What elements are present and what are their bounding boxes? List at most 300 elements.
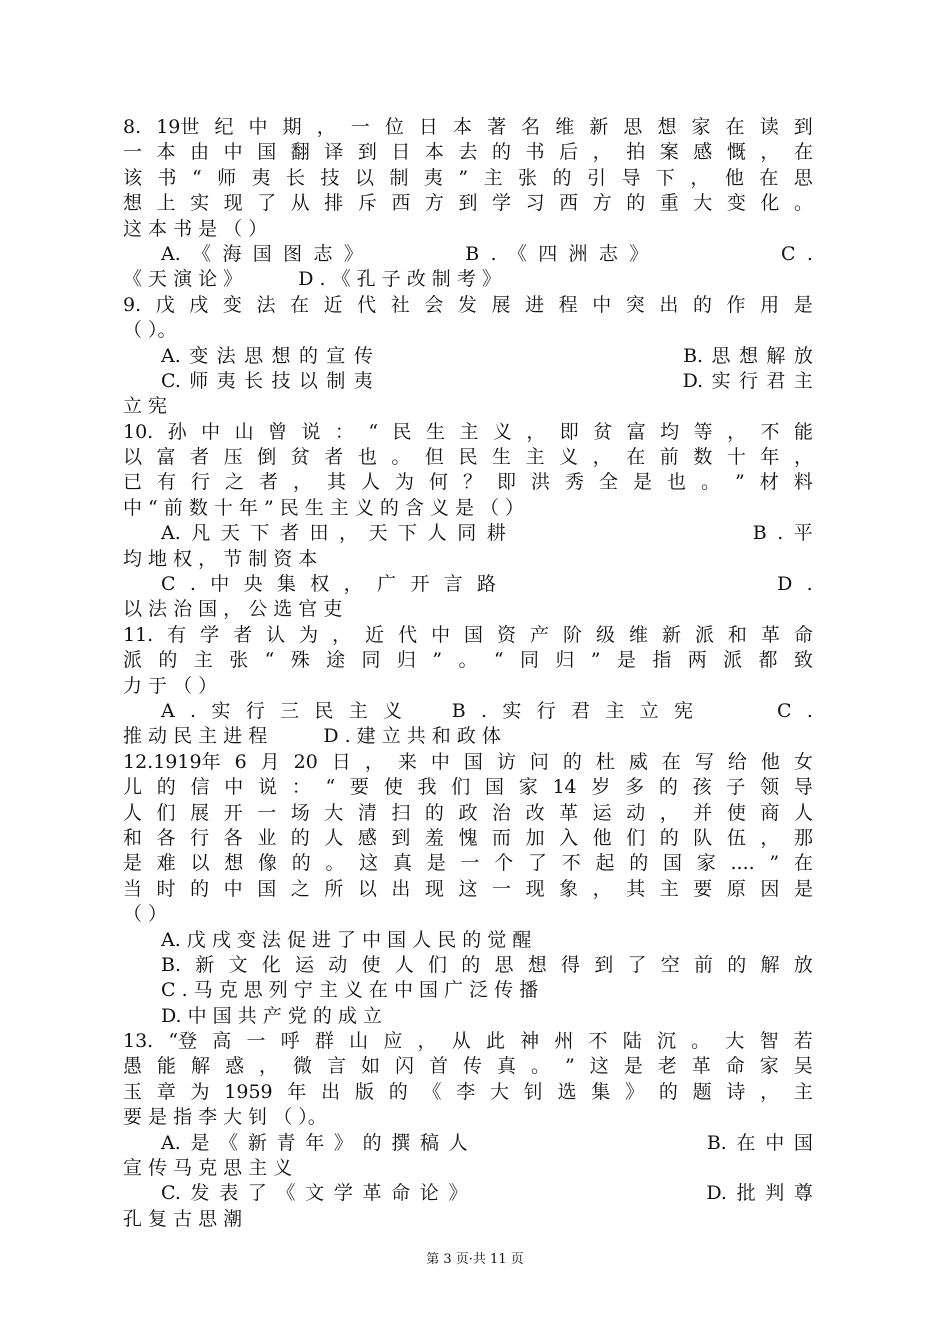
text-token: 之 (225, 471, 245, 494)
text-token: 以 (190, 852, 210, 875)
text-token: 主 (793, 369, 813, 392)
text-token: 文 (228, 953, 248, 976)
text-token: 名 (521, 116, 541, 138)
text-token: 日 (391, 141, 411, 164)
text-token: 使 (383, 776, 403, 799)
text-token: 的 (562, 750, 582, 773)
text-token: D. (706, 1182, 727, 1205)
text-token (546, 521, 565, 546)
text-token: 是 (190, 1131, 210, 1154)
text-token: 中 (223, 141, 243, 164)
text-token: 是 (793, 293, 813, 316)
text-token (405, 242, 424, 267)
text-token: 商 (760, 801, 780, 824)
text-token: 贫 (290, 446, 310, 469)
text-token (678, 1181, 697, 1206)
text-token: 变 (726, 192, 746, 215)
text-token: 中 (201, 420, 221, 443)
text-token: 空 (660, 953, 680, 976)
text-token: 而 (492, 826, 512, 849)
text-token: ” (432, 649, 443, 672)
text-token: 沉 (656, 1030, 676, 1053)
text-token: 国 (257, 877, 277, 900)
text-token: 在 (759, 166, 779, 189)
text-token: 家 (691, 116, 711, 138)
text-token (435, 242, 454, 267)
text-token: 央 (243, 573, 263, 596)
option-line (123, 369, 813, 394)
text-token: 愚 (123, 1055, 143, 1078)
text-token: 放 (793, 953, 813, 976)
text-token: 场 (290, 801, 310, 824)
text-token (510, 572, 529, 597)
text-token: . (777, 522, 784, 545)
text-token: 日 (418, 116, 438, 138)
text-token (436, 344, 455, 369)
text-token: 人 (793, 801, 813, 824)
text-token: 人 (448, 1131, 468, 1154)
text-token (621, 1131, 640, 1156)
text-token (655, 369, 674, 394)
text-token: ， (343, 573, 363, 596)
text-token: 象 (559, 877, 579, 900)
text-token: 那 (793, 826, 813, 849)
text-token: 主 (459, 420, 479, 443)
text-token: . (490, 242, 497, 265)
text-token: 判 (765, 1182, 785, 1205)
text-line: 要 是 指 李 大 钊 （ ）。 (123, 1106, 327, 1129)
text-token: 人 (123, 801, 143, 824)
text-token: 玉 (123, 1080, 143, 1103)
text-token: 路 (477, 573, 497, 596)
text-token (491, 369, 510, 394)
text-token: 主 (605, 699, 625, 722)
text-token: 维 (555, 116, 575, 138)
text-token: 们 (156, 801, 176, 824)
text-line (123, 826, 813, 851)
text-token: 的 (461, 953, 481, 976)
text-token (660, 242, 679, 267)
text-token (506, 1181, 525, 1206)
text-token: 变 (189, 344, 209, 367)
text-token: 主 (348, 699, 368, 722)
text-token: 展 (491, 293, 511, 316)
text-token: 级 (595, 623, 615, 646)
text-token: ？ (463, 471, 483, 494)
text-line: 中 “ 前 数 十 年 ” 民 生 主 义 的 含 义 是 （ ） (123, 496, 525, 519)
text-token: 感 (693, 141, 713, 164)
text-token: 前 (694, 953, 714, 976)
text-token: 国 (257, 141, 277, 164)
text-token: 个 (494, 852, 514, 875)
text-token: ， (592, 877, 612, 900)
text-token: 作 (726, 293, 746, 316)
text-token: 代 (398, 623, 418, 646)
text-token (463, 369, 482, 394)
text-token: 》 (629, 242, 649, 265)
text-token: 纪 (214, 116, 234, 138)
text-token: 导 (793, 776, 813, 799)
text-token: 山 (349, 1030, 369, 1053)
text-token: 权 (310, 573, 330, 596)
text-token: 书 (157, 166, 177, 189)
page-footer: 第 3 页·共 11 页 (426, 1252, 524, 1267)
text-token: 说 (301, 420, 321, 443)
text-line (123, 648, 813, 673)
text-token: ， (332, 623, 352, 646)
text-token: 会 (424, 293, 444, 316)
text-token: 导 (621, 166, 641, 189)
text-token: 实 (502, 699, 522, 722)
text-token: 近 (365, 623, 385, 646)
text-line (123, 775, 813, 800)
text-token: 平 (793, 522, 813, 545)
text-line: （ ） (123, 903, 168, 926)
text-token: 的 (659, 826, 679, 849)
text-token: 是 (123, 852, 143, 875)
text-token: 义 (492, 420, 512, 443)
text-token: 儿 (123, 776, 143, 799)
text-token: 者 (259, 471, 279, 494)
text-token: 秀 (565, 471, 585, 494)
text-token: 方 (424, 192, 444, 215)
text-token: 岁 (591, 776, 611, 799)
text-token: 归 (555, 649, 575, 672)
text-line (123, 877, 813, 902)
text-token (690, 242, 709, 267)
text-token: 出 (659, 293, 679, 316)
text-token (610, 572, 629, 597)
text-token: 者 (233, 623, 253, 646)
text-token: 大 (725, 1030, 745, 1053)
text-token (535, 1131, 554, 1156)
text-token (409, 344, 428, 369)
text-token: 的 (629, 852, 649, 875)
text-token: 其 (327, 471, 347, 494)
text-token: 当 (123, 877, 143, 900)
text-token: 在 (725, 116, 745, 138)
text-token: B. (706, 1131, 727, 1154)
text-token: 是 (793, 877, 813, 900)
text-line: 力 于 （ ） (123, 674, 218, 697)
option-line (123, 1181, 813, 1206)
text-line (123, 420, 813, 445)
text-token: 孩 (692, 776, 712, 799)
text-token: 各 (223, 826, 243, 849)
text-token: 钊 (523, 1080, 543, 1103)
text-token: 群 (314, 1030, 334, 1053)
text-token: 致 (793, 649, 813, 672)
text-token: 是 (633, 471, 653, 494)
text-token: 们 (626, 826, 646, 849)
text-token: 使 (361, 953, 381, 976)
text-token: 12.1919年 (123, 750, 221, 773)
text-token: 治 (492, 801, 512, 824)
text-token: 月 (260, 750, 280, 773)
text-token: A. (161, 1131, 181, 1154)
text-token: 智 (759, 1030, 779, 1053)
text-token: 》 (333, 1131, 353, 1154)
text-token: 案 (659, 141, 679, 164)
text-token: 展 (190, 801, 210, 824)
text-token: 代 (357, 293, 377, 316)
text-token: 即 (497, 471, 517, 494)
text-token: “ (191, 166, 202, 189)
text-token: 有 (157, 471, 177, 494)
text-token: 传 (463, 1055, 483, 1078)
text-token: 方 (592, 192, 612, 215)
text-token: 实 (211, 699, 231, 722)
text-token: 到 (458, 192, 478, 215)
text-token: 一 (257, 801, 277, 824)
text-token: 维 (628, 623, 648, 646)
text-token: 十 (726, 446, 746, 469)
text-token: 西 (559, 192, 579, 215)
text-token: 稿 (419, 1131, 439, 1154)
option-line (123, 521, 813, 546)
text-token: 出 (391, 877, 411, 900)
text-line: 这 本 书 是 （ ） (123, 217, 268, 240)
text-token: 多 (625, 776, 645, 799)
text-token (577, 572, 596, 597)
text-token (678, 1131, 697, 1156)
text-token: 新 (195, 953, 215, 976)
text-token: 》 (448, 1182, 468, 1205)
option-line (123, 572, 813, 597)
text-token: 他 (724, 166, 744, 189)
text-line (123, 140, 813, 165)
text-token: 人 (361, 471, 381, 494)
text-token (628, 369, 647, 394)
text-token: 慨 (726, 141, 746, 164)
text-token: 表 (219, 1182, 239, 1205)
text-token: 后 (559, 141, 579, 164)
text-token: 开 (223, 801, 243, 824)
text-token: 了 (528, 852, 548, 875)
text-token: 学 (200, 623, 220, 646)
text-token: 革 (760, 623, 780, 646)
text-token: 同 (457, 522, 477, 545)
text-token: ” (458, 166, 469, 189)
text-token: 队 (693, 826, 713, 849)
text-token: 去 (458, 141, 478, 164)
text-token: 君 (766, 369, 786, 392)
text-token: 思 (244, 344, 264, 367)
text-token: 的 (626, 192, 646, 215)
text-token: 言 (443, 573, 463, 596)
text-token: 年 (287, 1080, 307, 1103)
text-token: 是 (616, 649, 636, 672)
text-token: 者 (279, 522, 299, 545)
text-token: 扫 (391, 801, 411, 824)
text-token: 产 (530, 623, 550, 646)
text-token: 思 (623, 116, 643, 138)
text-token: ， (293, 471, 313, 494)
text-token: 义 (383, 699, 403, 722)
text-token (635, 521, 654, 546)
text-token: 运 (592, 801, 612, 824)
text-token: ： (334, 420, 354, 443)
text-token: 发 (457, 293, 477, 316)
text-token: 师 (217, 166, 237, 189)
text-token: 译 (324, 141, 344, 164)
text-token: 山 (234, 420, 254, 443)
text-token: 认 (266, 623, 286, 646)
text-token: 也 (357, 446, 377, 469)
text-token: 指 (652, 649, 672, 672)
text-token: 一 (492, 877, 512, 900)
text-token: 访 (496, 750, 516, 773)
text-token: 的 (158, 649, 178, 672)
text-token: 女 (793, 750, 813, 773)
text-token: 戌 (189, 293, 209, 316)
text-token: 数 (693, 446, 713, 469)
text-token: 诗 (726, 1080, 746, 1103)
text-token (605, 521, 624, 546)
text-line (123, 750, 813, 775)
option-line: 推 动 民 主 进 程 D . 建 立 共 和 政 体 (123, 725, 501, 748)
text-token: 各 (156, 826, 176, 849)
text-token: 威 (628, 750, 648, 773)
text-token: 下 (655, 166, 675, 189)
text-token: ， (259, 1055, 279, 1078)
text-token: 曾 (268, 420, 288, 443)
text-token: 不 (588, 1030, 608, 1053)
text-token: C (161, 573, 176, 596)
text-token (592, 1181, 611, 1206)
text-token (575, 521, 594, 546)
text-token: ， (793, 446, 813, 469)
text-token: 在 (661, 750, 681, 773)
text-token: 真 (497, 1055, 517, 1078)
text-token: 真 (393, 852, 413, 875)
text-token: ， (364, 750, 384, 773)
text-token: . (806, 573, 813, 596)
text-token: 解 (760, 953, 780, 976)
option-line: 立 宪 (123, 395, 168, 418)
text-token: ， (690, 166, 710, 189)
text-token: ， (339, 522, 359, 545)
text-token: 凡 (191, 522, 211, 545)
text-token: 一 (460, 852, 480, 875)
text-token: 伍 (726, 826, 746, 849)
text-token: 生 (492, 446, 512, 469)
text-token: ” (590, 649, 601, 672)
text-token: 行 (190, 826, 210, 849)
text-token: 是 (426, 852, 446, 875)
text-token: 的 (727, 953, 747, 976)
text-line (123, 293, 813, 318)
text-token: 和 (727, 623, 747, 646)
text-token: 师 (189, 369, 209, 392)
text-token (628, 344, 647, 369)
text-token: 行 (739, 369, 759, 392)
text-token: 李 (456, 1080, 476, 1103)
option-line (123, 953, 813, 978)
text-token: 。 (391, 446, 411, 469)
text-token: ， (727, 420, 747, 443)
text-token (409, 369, 428, 394)
text-token (649, 1131, 668, 1156)
text-token: 命 (725, 1055, 745, 1078)
text-token: 这 (359, 852, 379, 875)
text-token: 压 (223, 446, 243, 469)
text-token: 均 (660, 420, 680, 443)
text-token: 下 (398, 522, 418, 545)
text-token: 引 (586, 166, 606, 189)
text-token: 上 (156, 192, 176, 215)
option-line: A. 戊 戌 变 法 促 进 了 中 国 人 民 的 觉 醒 (161, 928, 532, 951)
text-token: “ (325, 776, 336, 799)
text-token: 图 (283, 242, 303, 265)
text-token: 想 (657, 116, 677, 138)
text-token: 。 (701, 471, 721, 494)
text-token (464, 344, 483, 369)
text-token: 能 (793, 420, 813, 443)
text-token: 运 (295, 953, 315, 976)
text-token: 在 (290, 293, 310, 316)
text-token: 。 (531, 1055, 551, 1078)
text-token: 用 (760, 293, 780, 316)
text-token: 思 (494, 953, 514, 976)
text-token: 并 (693, 801, 713, 824)
text-token: 的 (291, 852, 311, 875)
text-token: 现 (525, 877, 545, 900)
text-token: 法 (216, 344, 236, 367)
text-token: 首 (429, 1055, 449, 1078)
text-token: 派 (723, 649, 743, 672)
text-token: 论 (419, 1182, 439, 1205)
text-token: 四 (538, 242, 558, 265)
text-token: 中 (224, 776, 244, 799)
question-text-block (123, 115, 813, 1232)
text-token: 人 (427, 522, 447, 545)
text-token: 行 (245, 699, 265, 722)
text-token: 天 (220, 522, 240, 545)
text-token: 题 (692, 1080, 712, 1103)
text-token: .... (730, 852, 755, 875)
text-token: 但 (424, 446, 444, 469)
text-token: 年 (305, 1131, 325, 1154)
text-token: 海 (222, 242, 242, 265)
text-token (374, 242, 393, 267)
text-token: 富 (156, 446, 176, 469)
text-token: 新 (247, 1131, 267, 1154)
text-token: 以 (298, 369, 318, 392)
text-token: 微 (293, 1055, 313, 1078)
text-token: 来 (397, 750, 417, 773)
text-token (417, 699, 436, 724)
text-token: 长 (244, 369, 264, 392)
text-token: 张 (518, 166, 538, 189)
text-token: 。 (691, 1030, 711, 1053)
text-token: 想 (224, 852, 244, 875)
text-token: 也 (667, 471, 687, 494)
text-token: 他 (592, 826, 612, 849)
text-token: 子 (726, 776, 746, 799)
text-token (694, 521, 713, 546)
text-token: 行 (536, 699, 556, 722)
text-token: 制 (326, 369, 346, 392)
text-token (708, 699, 727, 724)
text-token: 国 (252, 242, 272, 265)
text-token: 8. (123, 116, 142, 138)
text-token: 感 (357, 826, 377, 849)
text-token: 实 (711, 369, 731, 392)
text-token: 批 (736, 1182, 756, 1205)
text-token: 《 (219, 1131, 239, 1154)
text-token: 主 (525, 446, 545, 469)
